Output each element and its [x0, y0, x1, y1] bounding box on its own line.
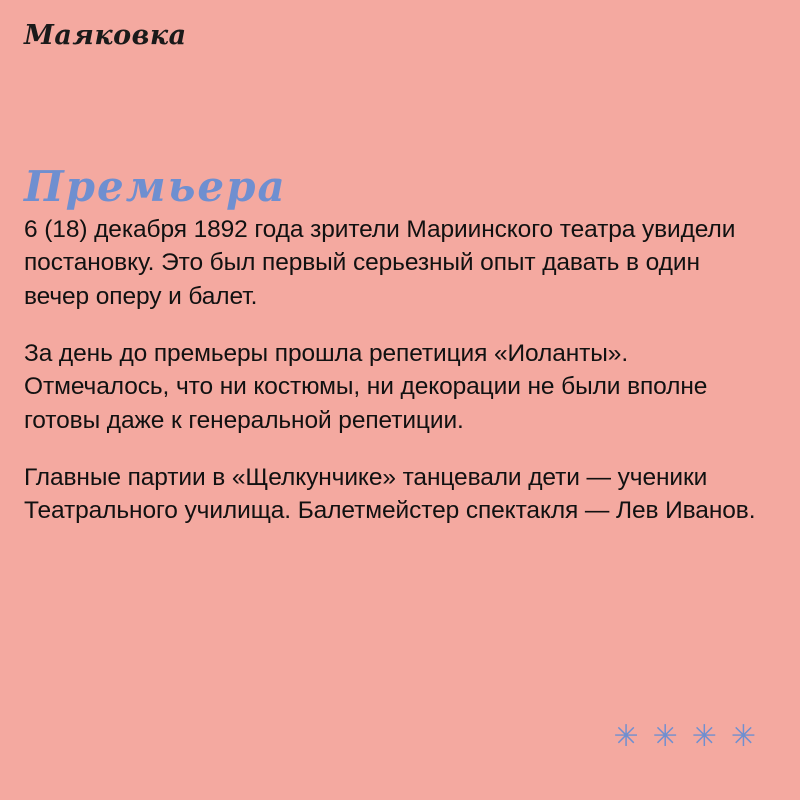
snowflake-decoration — [613, 722, 756, 752]
snowflake-icon: ✳ — [691, 720, 717, 753]
article-body — [24, 213, 764, 528]
snowflake-icon: ✳ — [652, 720, 678, 753]
paragraph: Главные партии в «Щелкунчике» танцевали дети — ученики Театрального училища. Балетмейстер спектакля — Лев Иванов. — [24, 463, 756, 525]
snowflake-icon: ✳ — [730, 720, 756, 753]
brand-logo: Маяковка — [24, 20, 187, 51]
paragraph: 6 (18) декабря 1892 года зрители Мариинского театра увидели постановку. Это был первый серьезный опыт давать в один вечер оперу и балет. — [24, 216, 736, 310]
page-title: Премьера — [24, 162, 287, 212]
paragraph: За день до премьеры прошла репетиция «Иоланты». Отмечалось, что ни костюмы, ни декорации не были вполне готовы даже к генеральной репетиции. — [24, 339, 708, 434]
snowflake-icon: ✳ — [613, 720, 639, 753]
